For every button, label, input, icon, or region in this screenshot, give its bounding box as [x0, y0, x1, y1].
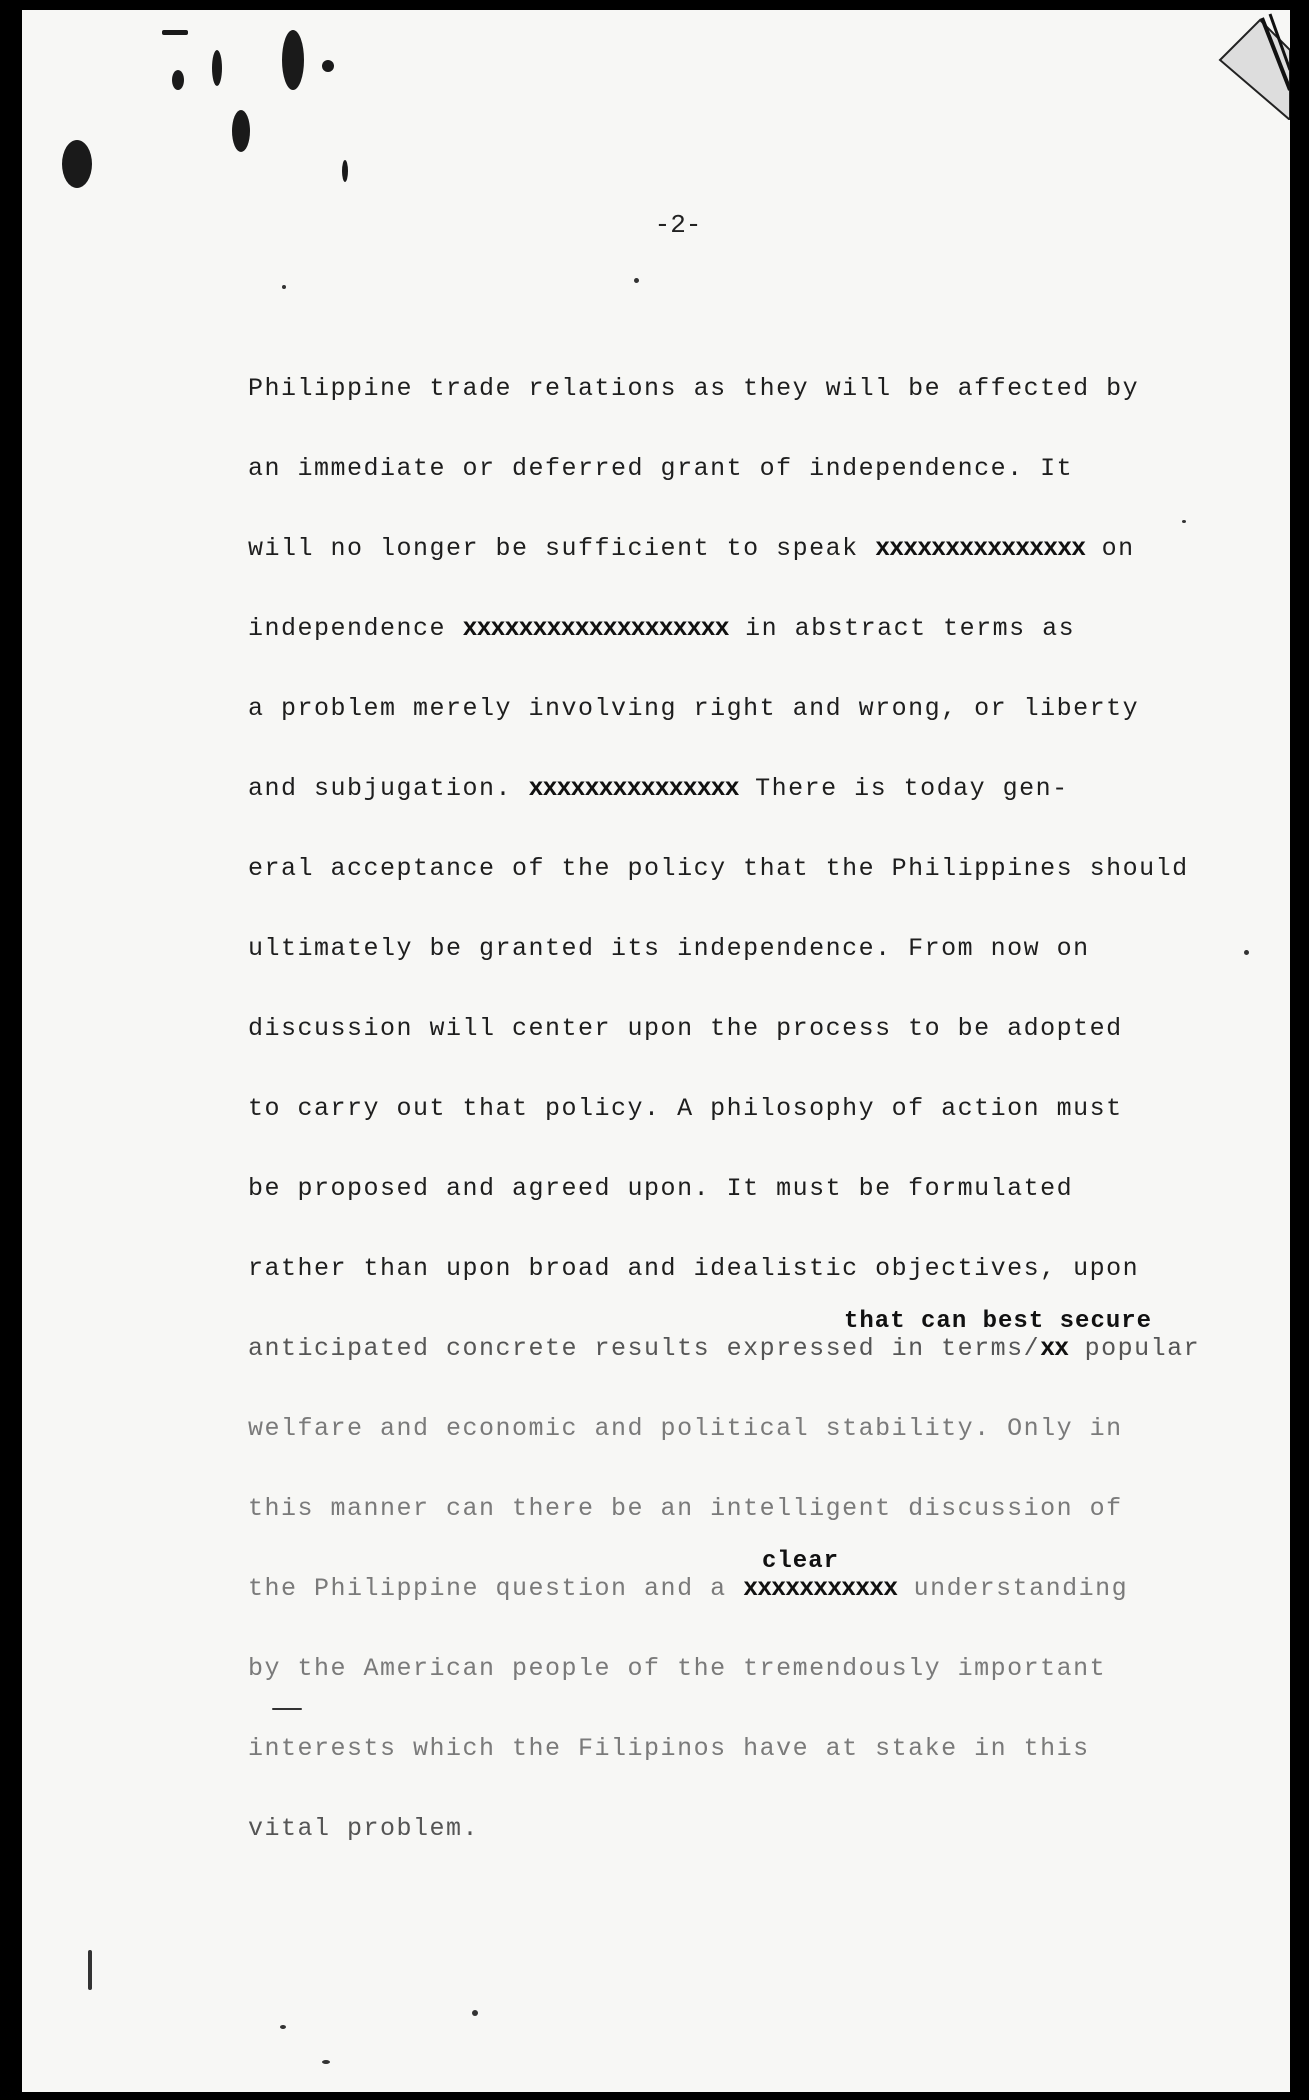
- text-line-19: vital problem.: [248, 1814, 480, 1843]
- text-line-11: be proposed and agreed upon. It must be formulated: [248, 1174, 1074, 1203]
- struck-out-text: xx: [1040, 1334, 1069, 1363]
- paper-speck: [634, 278, 639, 283]
- line-segment: and subjugation.: [248, 774, 529, 803]
- ink-blot: [172, 70, 184, 90]
- text-line-5: a problem merely involving right and wrong, or liberty: [248, 694, 1140, 723]
- text-line-13: [248, 1334, 1200, 1363]
- paper-speck: [272, 1708, 302, 1710]
- paper-speck: [280, 2025, 286, 2029]
- text-line-10: to carry out that policy. A philosophy of action must: [248, 1094, 1123, 1123]
- ink-blot: [212, 50, 222, 86]
- handwritten-insertion: clear: [762, 1548, 840, 1575]
- ink-blot: [282, 30, 304, 90]
- ink-blot: [322, 60, 334, 72]
- text-line-1: Philippine trade relations as they will be affected by: [248, 374, 1140, 403]
- paper-speck: [1244, 950, 1249, 955]
- text-line-2: an immediate or deferred grant of independence. It: [248, 454, 1074, 483]
- text-line-9: discussion will center upon the process to be adopted: [248, 1014, 1123, 1043]
- line-segment: the Philippine question and a: [248, 1574, 744, 1603]
- text-line-8: ultimately be granted its independence. From now on: [248, 934, 1090, 963]
- ink-blot: [62, 140, 92, 188]
- text-line-3: [248, 534, 1135, 563]
- ink-blot: [162, 30, 188, 35]
- line-segment: in abstract terms as: [728, 614, 1076, 643]
- paper-speck: [1182, 520, 1186, 523]
- struck-out-text: xxxxxxxxxxxxxxx: [528, 774, 739, 803]
- line-segment: anticipated concrete results expressed in terms/: [248, 1334, 1041, 1363]
- text-line-12: rather than upon broad and idealistic objectives, upon: [248, 1254, 1140, 1283]
- text-line-15: this manner can there be an intelligent discussion of: [248, 1494, 1123, 1523]
- text-line-18: interests which the Filipinos have at stake in this: [248, 1734, 1090, 1763]
- corner-fold-mark: [1200, 10, 1290, 120]
- line-segment: popular: [1068, 1334, 1201, 1363]
- line-segment: There is today gen-: [738, 774, 1069, 803]
- text-line-6: [248, 774, 1069, 803]
- line-segment: independence: [248, 614, 463, 643]
- ink-blot: [342, 160, 348, 182]
- text-line-4: [248, 614, 1075, 643]
- text-line-7: eral acceptance of the policy that the Philippines should: [248, 854, 1189, 883]
- line-segment: understanding: [897, 1574, 1129, 1603]
- paper-speck: [88, 1950, 92, 1990]
- text-line-14: welfare and economic and political stability. Only in: [248, 1414, 1123, 1443]
- ink-blot: [232, 110, 250, 152]
- line-segment: will no longer be sufficient to speak: [248, 534, 876, 563]
- paper-speck: [322, 2060, 330, 2064]
- text-line-17: by the American people of the tremendously important: [248, 1654, 1107, 1683]
- struck-out-text: xxxxxxxxxxx: [743, 1574, 898, 1603]
- page-number: -2-: [654, 210, 702, 240]
- paper-speck: [472, 2010, 478, 2016]
- handwritten-insertion: that can best secure: [844, 1308, 1153, 1335]
- struck-out-text: xxxxxxxxxxxxxxxxxxx: [462, 614, 729, 643]
- text-line-16: [248, 1574, 1128, 1603]
- paper-speck: [282, 285, 286, 289]
- document-page: [22, 10, 1290, 2092]
- struck-out-text: xxxxxxxxxxxxxxx: [875, 534, 1086, 563]
- line-segment: on: [1085, 534, 1135, 563]
